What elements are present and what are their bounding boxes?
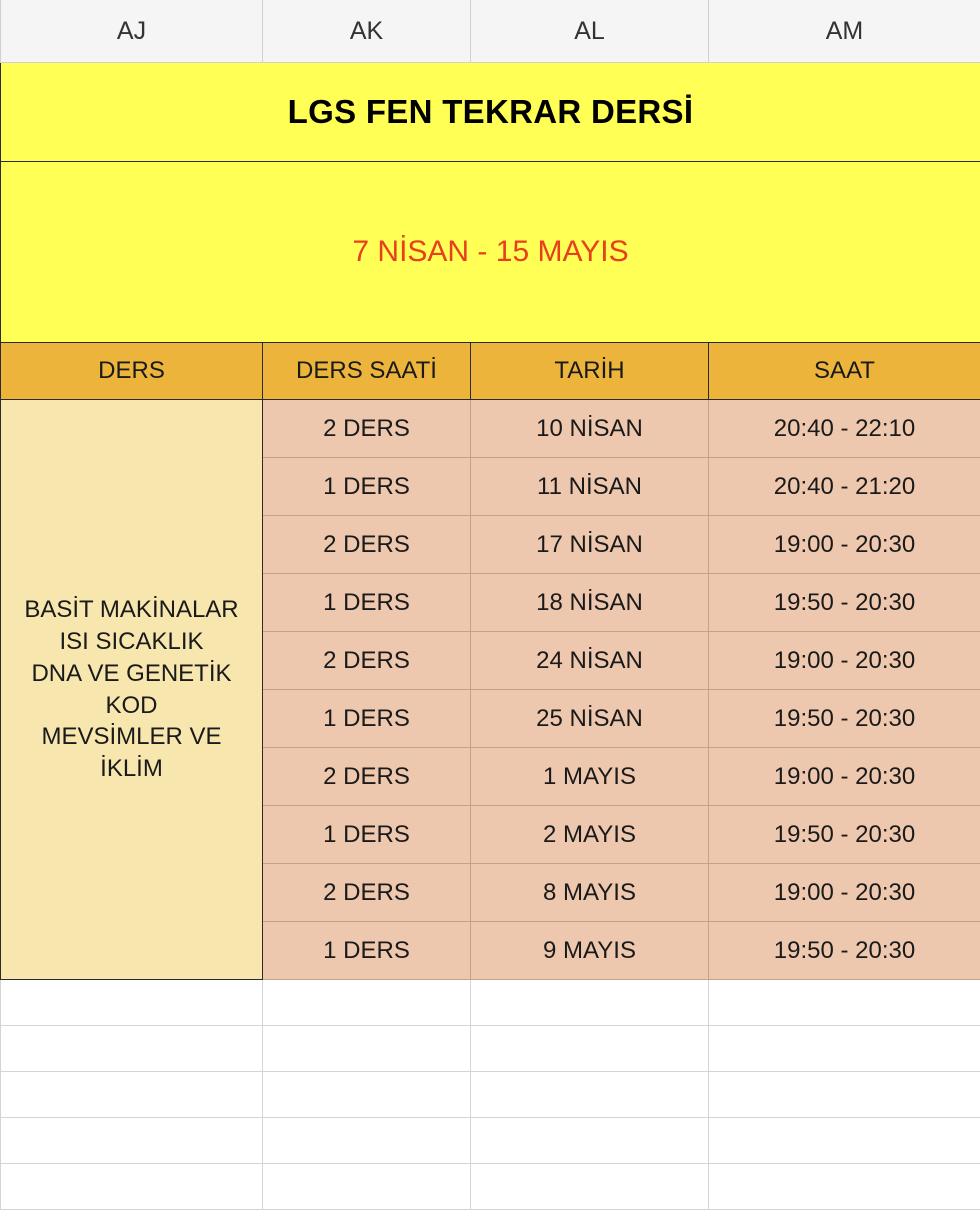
empty-cell[interactable] xyxy=(471,1072,709,1118)
empty-cell[interactable] xyxy=(471,1118,709,1164)
cell-lesson-count[interactable]: 2 DERS xyxy=(263,516,471,574)
empty-cell[interactable] xyxy=(263,1118,471,1164)
empty-cell[interactable] xyxy=(1,980,263,1026)
cell-lesson-count[interactable]: 1 DERS xyxy=(263,574,471,632)
empty-cell[interactable] xyxy=(1,1026,263,1072)
empty-cell[interactable] xyxy=(709,1026,980,1072)
column-header-ak[interactable]: AK xyxy=(263,0,471,63)
cell-lesson-count[interactable]: 1 DERS xyxy=(263,922,471,980)
cell-date[interactable]: 8 MAYIS xyxy=(471,864,709,922)
page-title[interactable]: LGS FEN TEKRAR DERSİ xyxy=(1,63,980,162)
header-ders-saati[interactable]: DERS SAATİ xyxy=(263,343,471,400)
empty-cell[interactable] xyxy=(709,1072,980,1118)
cell-date[interactable]: 2 MAYIS xyxy=(471,806,709,864)
cell-lesson-count[interactable]: 1 DERS xyxy=(263,690,471,748)
empty-cell[interactable] xyxy=(471,980,709,1026)
empty-cell[interactable] xyxy=(1,1118,263,1164)
cell-time[interactable]: 19:00 - 20:30 xyxy=(709,632,980,690)
cell-time[interactable]: 20:40 - 21:20 xyxy=(709,458,980,516)
empty-cell[interactable] xyxy=(471,1164,709,1210)
empty-row xyxy=(1,1026,980,1072)
date-row xyxy=(1,162,980,343)
empty-cell[interactable] xyxy=(709,1164,980,1210)
subject-line-1: BASİT MAKİNALAR xyxy=(7,594,256,626)
cell-time[interactable]: 19:50 - 20:30 xyxy=(709,922,980,980)
cell-time[interactable]: 20:40 - 22:10 xyxy=(709,400,980,458)
header-saat[interactable]: SAAT xyxy=(709,343,980,400)
table-row xyxy=(1,400,980,458)
empty-row xyxy=(1,1072,980,1118)
empty-cell[interactable] xyxy=(1,1164,263,1210)
date-range[interactable]: 7 NİSAN - 15 MAYIS xyxy=(1,162,980,343)
header-ders[interactable]: DERS xyxy=(1,343,263,400)
empty-cell[interactable] xyxy=(263,980,471,1026)
cell-date[interactable]: 24 NİSAN xyxy=(471,632,709,690)
table-header-row xyxy=(1,343,980,400)
column-header-am[interactable]: AM xyxy=(709,0,980,63)
cell-time[interactable]: 19:00 - 20:30 xyxy=(709,516,980,574)
empty-row xyxy=(1,980,980,1026)
cell-lesson-count[interactable]: 2 DERS xyxy=(263,748,471,806)
cell-date[interactable]: 18 NİSAN xyxy=(471,574,709,632)
cell-lesson-count[interactable]: 2 DERS xyxy=(263,632,471,690)
cell-date[interactable]: 1 MAYIS xyxy=(471,748,709,806)
cell-lesson-count[interactable]: 2 DERS xyxy=(263,400,471,458)
header-tarih[interactable]: TARİH xyxy=(471,343,709,400)
empty-cell[interactable] xyxy=(263,1026,471,1072)
cell-time[interactable]: 19:50 - 20:30 xyxy=(709,574,980,632)
empty-row xyxy=(1,1164,980,1210)
empty-cell[interactable] xyxy=(263,1164,471,1210)
empty-cell[interactable] xyxy=(1,1072,263,1118)
empty-cell[interactable] xyxy=(263,1072,471,1118)
empty-cell[interactable] xyxy=(471,1026,709,1072)
cell-lesson-count[interactable]: 2 DERS xyxy=(263,864,471,922)
cell-date[interactable]: 25 NİSAN xyxy=(471,690,709,748)
subject-cell[interactable] xyxy=(1,400,263,980)
cell-date[interactable]: 10 NİSAN xyxy=(471,400,709,458)
column-header-al[interactable]: AL xyxy=(471,0,709,63)
empty-cell[interactable] xyxy=(709,980,980,1026)
cell-time[interactable]: 19:50 - 20:30 xyxy=(709,690,980,748)
cell-time[interactable]: 19:50 - 20:30 xyxy=(709,806,980,864)
empty-cell[interactable] xyxy=(709,1118,980,1164)
column-header-row xyxy=(1,0,980,63)
cell-time[interactable]: 19:00 - 20:30 xyxy=(709,748,980,806)
cell-date[interactable]: 17 NİSAN xyxy=(471,516,709,574)
empty-row xyxy=(1,1118,980,1164)
subject-line-4: MEVSİMLER VE İKLİM xyxy=(7,721,256,784)
column-header-aj[interactable]: AJ xyxy=(1,0,263,63)
subject-line-2: ISI SICAKLIK xyxy=(7,626,256,658)
cell-lesson-count[interactable]: 1 DERS xyxy=(263,806,471,864)
subject-line-3: DNA VE GENETİK KOD xyxy=(7,658,256,721)
cell-time[interactable]: 19:00 - 20:30 xyxy=(709,864,980,922)
cell-date[interactable]: 9 MAYIS xyxy=(471,922,709,980)
cell-lesson-count[interactable]: 1 DERS xyxy=(263,458,471,516)
title-row xyxy=(1,63,980,162)
cell-date[interactable]: 11 NİSAN xyxy=(471,458,709,516)
